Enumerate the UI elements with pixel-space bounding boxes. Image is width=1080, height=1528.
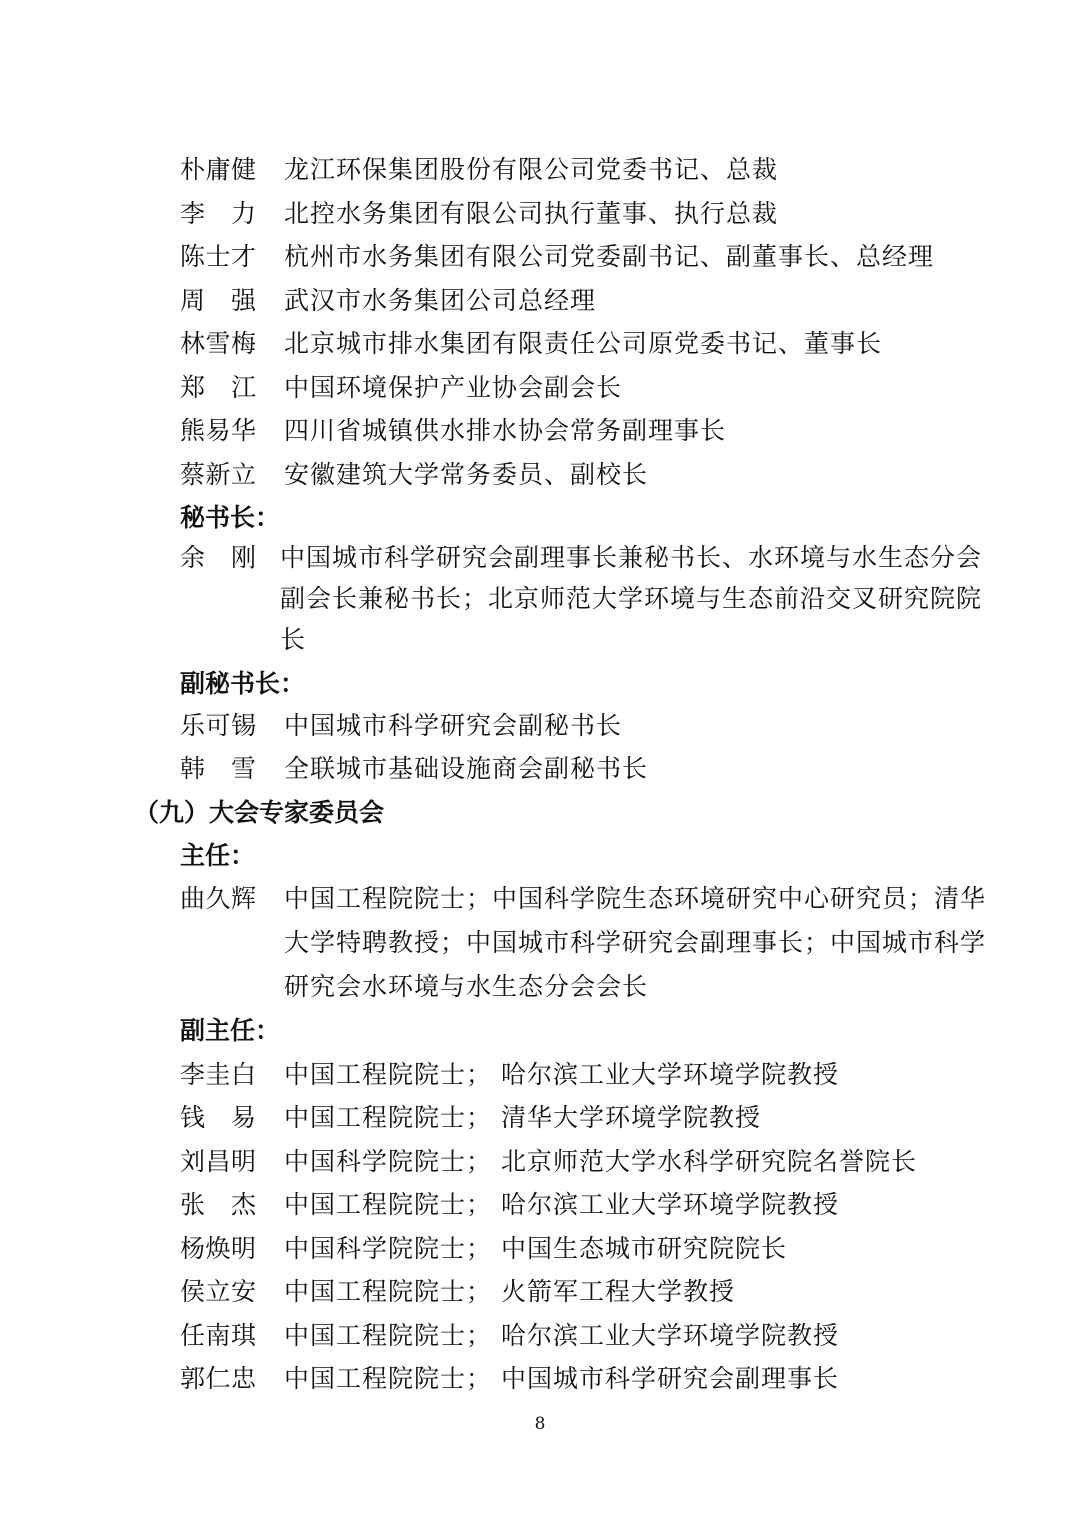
- member-row: [180, 409, 960, 453]
- member-row: [180, 1227, 960, 1271]
- deputy-director-heading: 副主任：: [180, 1016, 281, 1045]
- member-row: [180, 322, 960, 366]
- member-title: 中国工程院院士； 哈尔滨工业大学环境学院教授: [284, 1190, 839, 1219]
- member-name: 陈士才: [180, 242, 256, 271]
- member-row: [180, 453, 960, 497]
- member-title: 中国工程院院士； 清华大学环境学院教授: [284, 1103, 761, 1132]
- member-name: 曲久辉: [180, 884, 256, 913]
- member-name: 张 杰: [180, 1190, 256, 1219]
- member-title: 四川省城镇供水排水协会常务副理事长: [284, 416, 727, 445]
- title-line: 长: [280, 625, 307, 654]
- title-line: 中国工程院院士；中国科学院生态环境研究中心研究员；清华: [284, 884, 987, 913]
- member-row: [180, 1053, 960, 1097]
- member-title: 龙江环保集团股份有限公司党委书记、总裁: [284, 155, 779, 184]
- title-line: 大学特聘教授；中国城市科学研究会副理事长；中国城市科学: [284, 928, 987, 957]
- member-title: [280, 538, 983, 661]
- member-name: 侯立安: [180, 1277, 256, 1306]
- member-name: 周 强: [180, 286, 256, 315]
- member-row: [180, 747, 960, 791]
- member-row: [180, 148, 960, 192]
- member-title: 中国城市科学研究会副秘书长: [284, 711, 623, 740]
- deputy-secretary-general-heading: 副秘书长：: [180, 669, 306, 698]
- member-row: [180, 704, 960, 748]
- member-title: 中国工程院院士； 哈尔滨工业大学环境学院教授: [284, 1321, 839, 1350]
- member-title: 北京城市排水集团有限责任公司原党委书记、董事长: [284, 329, 883, 358]
- member-name: 任南琪: [180, 1321, 256, 1350]
- member-name: 朴庸健: [180, 155, 256, 184]
- member-name: 熊易华: [180, 416, 256, 445]
- member-name: 郭仁忠: [180, 1364, 256, 1393]
- member-name: 余 刚: [180, 543, 256, 572]
- member-row: [180, 279, 960, 323]
- title-line: 副会长兼秘书长；北京师范大学环境与生态前沿交叉研究院院: [280, 584, 983, 613]
- member-title: 中国科学院院士； 中国生态城市研究院院长: [284, 1234, 787, 1263]
- member-title: 中国工程院院士； 火箭军工程大学教授: [284, 1277, 735, 1306]
- section-title: （九）大会专家委员会: [134, 798, 385, 827]
- title-line: 研究会水环境与水生态分会会长: [284, 972, 649, 1001]
- member-title: 中国工程院院士； 中国城市科学研究会副理事长: [284, 1364, 839, 1393]
- member-name: 杨焕明: [180, 1234, 256, 1263]
- page-number: 8: [534, 1414, 546, 1434]
- member-title: 杭州市水务集团有限公司党委副书记、副董事长、总经理: [284, 242, 935, 271]
- title-line: 中国城市科学研究会副理事长兼秘书长、水环境与水生态分会: [280, 543, 983, 572]
- member-row: [180, 1140, 960, 1184]
- member-name: 钱 易: [180, 1103, 256, 1132]
- member-title: 北控水务集团有限公司执行董事、执行总裁: [284, 199, 779, 228]
- member-row: [180, 1096, 960, 1140]
- member-row: [180, 1357, 960, 1401]
- member-name: 李圭白: [180, 1060, 256, 1089]
- member-title: 武汉市水务集团公司总经理: [284, 286, 597, 315]
- secretary-general-heading: 秘书长：: [180, 503, 281, 532]
- member-name: 刘昌明: [180, 1147, 256, 1176]
- member-row: [180, 235, 960, 279]
- member-row: [180, 1183, 960, 1227]
- member-title: 中国工程院院士； 哈尔滨工业大学环境学院教授: [284, 1060, 839, 1089]
- member-name: 郑 江: [180, 373, 256, 402]
- director-heading: 主任：: [180, 841, 256, 870]
- member-title: [284, 879, 987, 1011]
- member-title: 安徽建筑大学常务委员、副校长: [284, 460, 649, 489]
- member-name: 林雪梅: [180, 329, 256, 358]
- member-name: 乐可锡: [180, 711, 256, 740]
- member-title: 中国环境保护产业协会副会长: [284, 373, 623, 402]
- member-row: [180, 1270, 960, 1314]
- member-row: [180, 366, 960, 410]
- member-name: 蔡新立: [180, 460, 256, 489]
- member-title: 中国科学院院士； 北京师范大学水科学研究院名誉院长: [284, 1147, 917, 1176]
- member-row: [180, 192, 960, 236]
- member-title: 全联城市基础设施商会副秘书长: [284, 754, 649, 783]
- member-name: 韩 雪: [180, 754, 256, 783]
- member-row: [180, 1314, 960, 1358]
- member-name: 李 力: [180, 199, 256, 228]
